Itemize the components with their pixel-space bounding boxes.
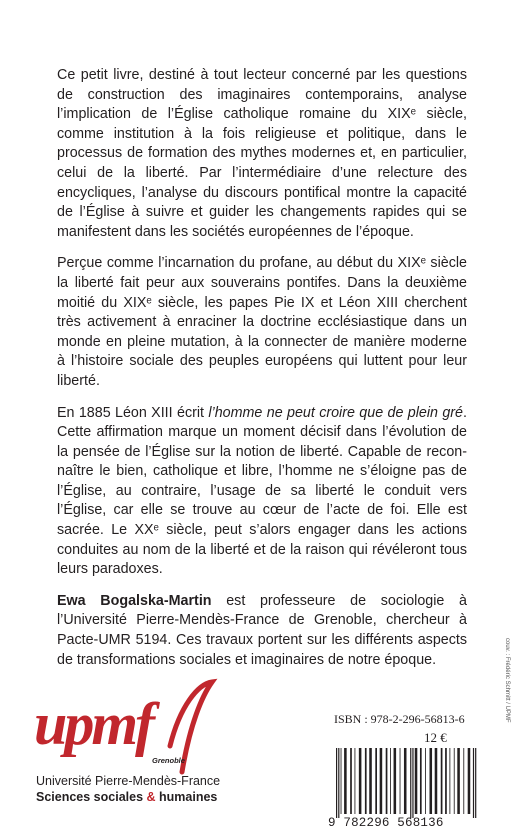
- barcode-bar: [435, 748, 438, 814]
- barcode-bar: [415, 748, 418, 814]
- barcode-bar: [355, 748, 356, 814]
- barcode-bar: [400, 748, 401, 814]
- barcode-bar: [390, 748, 391, 814]
- barcode-bar: [468, 748, 471, 814]
- isbn: ISBN : 978-2-296-56813-6: [334, 712, 465, 726]
- barcode-bar: [375, 748, 377, 814]
- barcode-bar: [463, 748, 464, 814]
- price: 12 €: [424, 730, 447, 745]
- collection-name: [36, 790, 236, 804]
- barcode-bar: [475, 748, 476, 818]
- barcode-bar: [338, 748, 339, 818]
- barcode-bar: [350, 748, 352, 814]
- barcode-bar: [386, 748, 388, 814]
- barcode-bar: [359, 748, 362, 814]
- barcode-bar: [454, 748, 455, 814]
- barcode-digits: 9 782296 568136: [328, 816, 444, 830]
- paragraph-context: Perçue comme l’incarnation du profane, au début du XIXᵉ siècle la liberté fait peur aux souverains pontifes. Dans la deuxième moitié du XIXᵉ siècle, les papes Pie IX et Léon XIII cherchent très activement à enraciner la doctrine ecclésiastique dans un monde en pleine mutation, à la connecter de manière moderne à l’histoire sociale des peuples européens qui luttent pour leur liberté.: [57, 255, 467, 389]
- barcode-bar: [425, 748, 426, 814]
- barcode-bar: [369, 748, 372, 814]
- barcode-bar: [412, 748, 413, 818]
- barcode-bar: [341, 748, 342, 814]
- barcode-bar: [441, 748, 443, 814]
- author-name: Ewa Bogalska-Martin: [57, 592, 212, 609]
- author-bio: est professeure de sociologie à l’Université Pierre-Mendès-France de Grenoble, chercheur à Pacte-UMR 5194. Ces travaux portent sur les différents aspects de transformations sociales et imaginaires de notre époque.: [57, 592, 467, 668]
- university-name: Université Pierre-Mendès-France: [36, 774, 221, 788]
- barcode-bar: [449, 748, 450, 814]
- barcode-bar: [457, 748, 460, 814]
- encyclical-lead: En 1885 Léon XIII écrit: [57, 404, 209, 421]
- encyclical-rest: . Cette affirmation marque un moment décisif dans l’évolution de la pensée de l’Église sur la notion de liberté. Capable de reconnaître le bien, catholique et libre, l’homme ne s’éloigne pas de l’Église, au contraire, l’usage de sa liberté le conduit vers l’Église, car elle se trouve au cœur de l’acte de foi. Elle est sacrée. Le XXᵉ siècle, peut s’alors engager dans les actions conduites au nom de la liberté et de la raison qui révéleront tous leurs paradoxes.: [57, 404, 467, 578]
- barcode-bar: [430, 748, 433, 814]
- paragraph-encyclical: [57, 404, 467, 580]
- back-cover-text: [57, 66, 467, 670]
- barcode-bar: [344, 748, 347, 814]
- upmf-logo-mark: upmf: [34, 691, 153, 757]
- barcode-bar: [394, 748, 397, 814]
- collection-ampersand: &: [146, 790, 156, 804]
- encyclical-quote: l’homme ne peut croire que de plein gré: [208, 404, 464, 421]
- paragraph-author-bio: [57, 592, 467, 670]
- barcode-bars: [336, 748, 476, 818]
- barcode-bar: [473, 748, 474, 818]
- barcode-bar: [404, 748, 407, 814]
- barcode-bar: [380, 748, 383, 814]
- collection-name-b: humaines: [155, 790, 218, 804]
- barcode-bar: [420, 748, 422, 814]
- barcode-bar: [410, 748, 411, 818]
- barcode-bar: [445, 748, 447, 814]
- collection-name-a: Sciences sociales: [36, 790, 147, 804]
- paragraph-summary: Ce petit livre, destiné à tout lecteur concerné par les questions de construction des imaginaires contemporains, analyse l’implication de l’Église catholique romaine du XIXᵉ siècle, comme institution à la fois religieuse et politique, dans le processus de formation des mythes modernes et, en particulier, celui de la liberté. Par l’intermédiaire d’une relecture des encycliques, l’analyse du discours pontifical montre la capacité de l’Église à suivre et guider les changements rapides qui se manifestent dans les sociétés européennes de l’époque.: [57, 67, 467, 240]
- barcode-bar: [336, 748, 337, 818]
- barcode-bar: [365, 748, 367, 814]
- cover-credit: couv. : Frédéric Schmitt / UPMF: [504, 638, 510, 723]
- logo-city: Grenoble: [152, 756, 185, 765]
